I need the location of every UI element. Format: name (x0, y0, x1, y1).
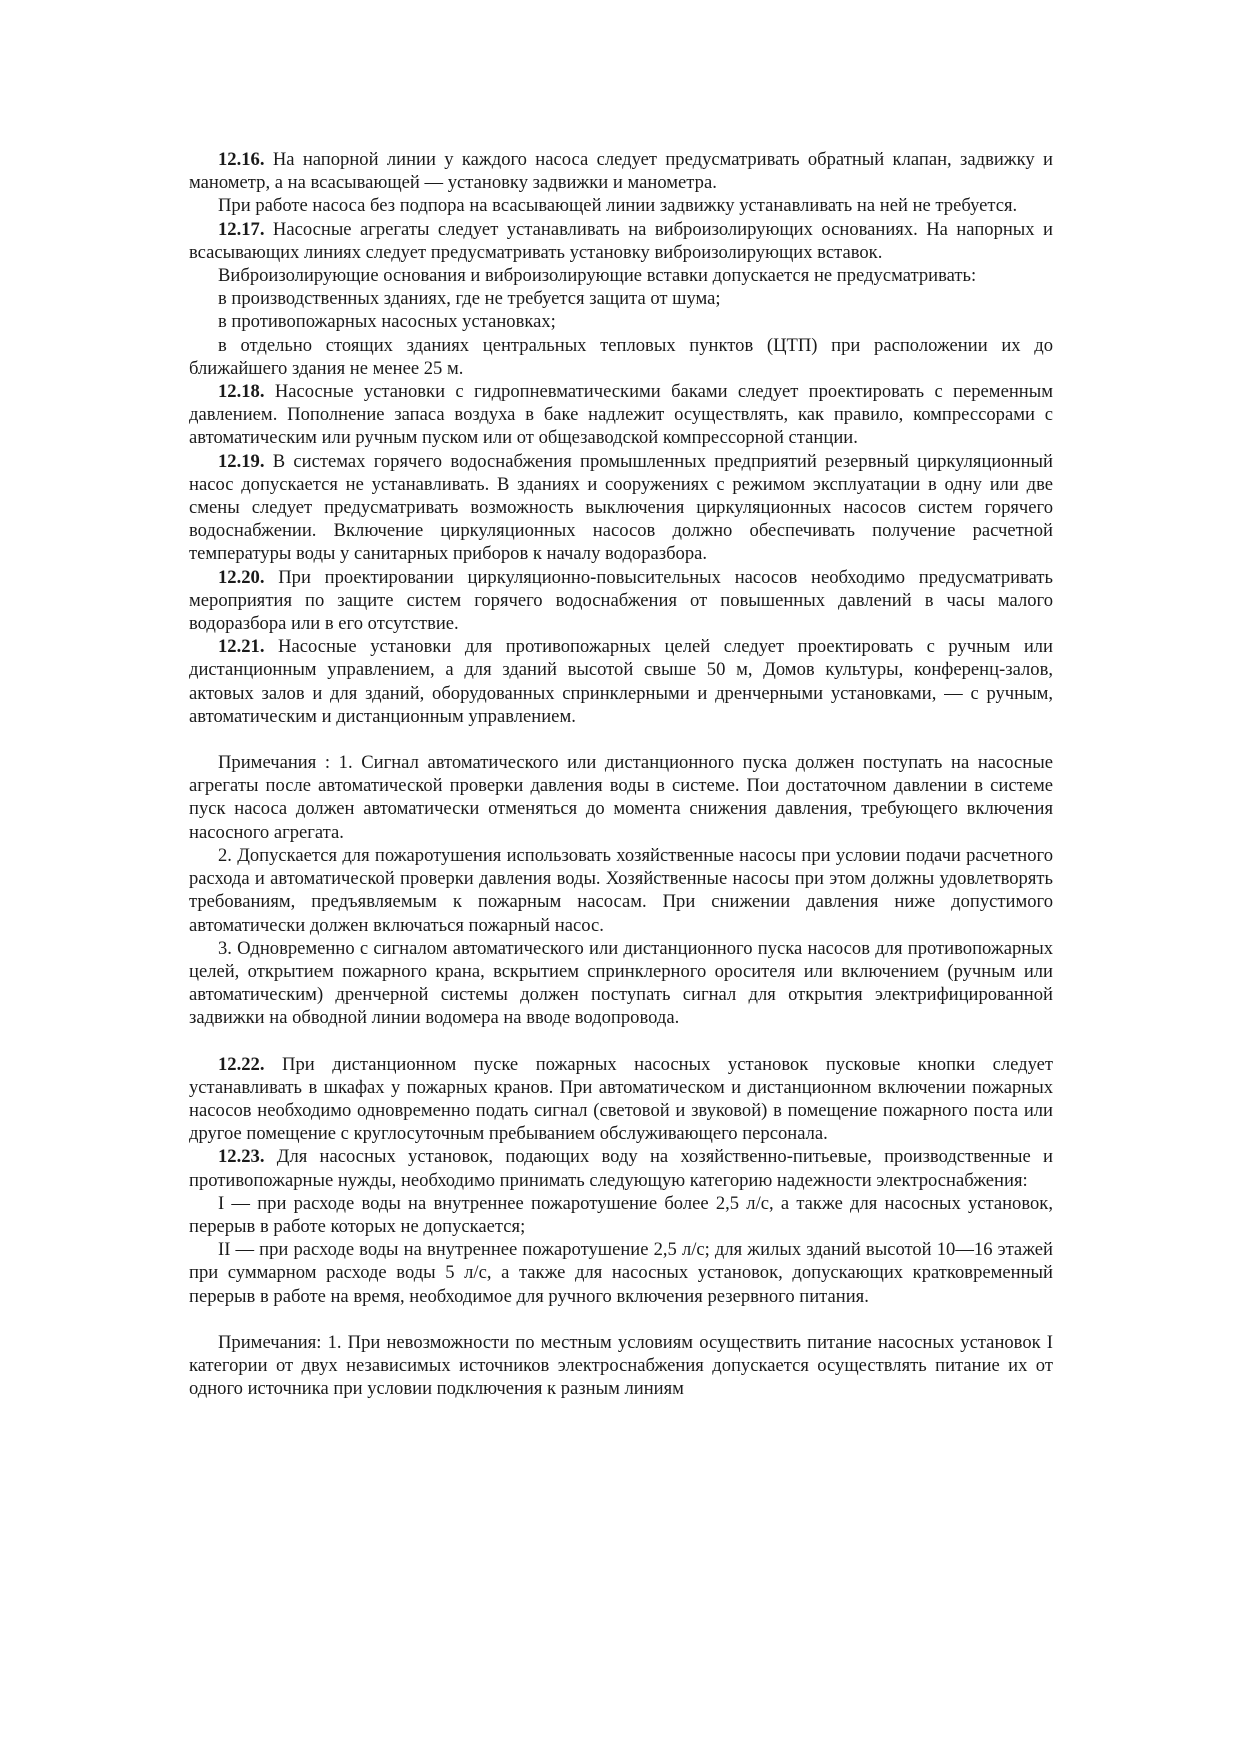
paragraph-text: Насосные агрегаты следует устанавливать на виброизолирующих основаниях. На напорных и всасывающих линиях следует предусматривать установку виброизолирующих вставок. (189, 218, 1053, 263)
paragraph-text: в производственных зданиях, где не требуется защита от шума; (218, 288, 721, 310)
paragraph-12-21 (189, 635, 1053, 728)
spacer (189, 1308, 1053, 1331)
paragraph-12-23 (189, 1145, 1053, 1191)
list-item (189, 334, 1053, 380)
clause-number: 12.17. (218, 218, 265, 240)
paragraph-12-22 (189, 1053, 1053, 1146)
paragraph-text: Насосные установки с гидропневматическими баками следует проектировать с переменным давлением. Пополнение запаса воздуха в баке надлежит осуществлять, как правило, компрессорами с автоматическим или ручным пуском или от общезаводской компрессорной станции. (189, 381, 1053, 449)
paragraph-12-20 (189, 566, 1053, 636)
list-item (189, 310, 1053, 333)
clause-number: 12.22. (218, 1053, 265, 1075)
note-text: 2. Допускается для пожаротушения использовать хозяйственные насосы при условии подачи расчетного расхода и автоматической проверки давления воды. Хозяйственные насосы при этом должны удовлетворять требованиям, предъявляемым к пожарным насосам. При снижении давления ниже допустимого автоматически должен включаться пожарный насос. (189, 844, 1053, 936)
paragraph-text: в противопожарных насосных установках; (218, 311, 556, 333)
paragraph (189, 264, 1053, 287)
note-paragraph (189, 844, 1053, 937)
clause-number: 12.16. (218, 149, 265, 170)
note-text: Примечания: 1. При невозможности по местным условиям осуществить питание насосных установок I категории от двух независимых источников электроснабжения допускается осуществлять питание их от одного источника при условии подключения к разным линиям (189, 1331, 1053, 1400)
paragraph-12-17 (189, 218, 1053, 264)
spacer (189, 1030, 1053, 1053)
clause-number: 12.23. (218, 1146, 265, 1168)
note-text: 3. Одновременно с сигналом автоматического или дистанционного пуска насосов для противопожарных целей, открытием пожарного крана, вскрытием спринклерного оросителя или включением (ручным или автоматическим) дренчерной системы должен поступать сигнал для открытия электрифицированной задвижки на обводной линии водомера на вводе водопровода. (189, 937, 1053, 1029)
paragraph-text: II — при расходе воды на внутреннее пожаротушение 2,5 л/с; для жилых зданий высотой 10—16 этажей при суммарном расходе воды 5 л/с, а также для насосных установок, допускающих кратковременный перерыв в работе на время, необходимое для ручного включения резервного питания. (189, 1239, 1053, 1307)
clause-number: 12.21. (218, 636, 265, 658)
paragraph-text: Насосные установки для противопожарных целей следует проектировать с ручным или дистанционным управлением, а для зданий высотой свыше 50 м, Домов культуры, конференц-залов, актовых залов и для зданий, оборудованных спринклерными и дренчерными установками, — с ручным, автоматическим и дистанционным управлением. (189, 636, 1053, 727)
paragraph-text: При работе насоса без подпора на всасывающей линии задвижку устанавливать на ней не требуется. (218, 195, 1018, 217)
note-paragraph (189, 937, 1053, 1030)
clause-number: 12.19. (218, 450, 265, 472)
paragraph-text: в отдельно стоящих зданиях центральных тепловых пунктов (ЦТП) при расположении их до ближайшего здания не менее 25 м. (189, 334, 1053, 379)
list-item (189, 1238, 1053, 1308)
note-paragraph (189, 1331, 1053, 1401)
paragraph-text: При дистанционном пуске пожарных насосных установок пусковые кнопки следует устанавливать в шкафах у пожарных кранов. При автоматическом и дистанционном включении пожарных насосов необходимо одновременно подать сигнал (световой и звуковой) в помещение пожарного поста или другое помещение с круглосуточным пребыванием обслуживающего персонала. (189, 1053, 1053, 1145)
document-page (189, 148, 1053, 1400)
note-text: Примечания : 1. Сигнал автоматического или дистанционного пуска должен поступать на насосные агрегаты после автоматической проверки давления воды в системе. Пои достаточном давлении в системе пуск насоса должен автоматически отменяться до момента снижения давления, требующего включения насосного агрегата. (189, 752, 1053, 843)
paragraph-12-16 (189, 148, 1053, 194)
clause-number: 12.20. (218, 566, 265, 588)
note-paragraph (189, 751, 1053, 844)
clause-number: 12.18. (218, 381, 265, 403)
paragraph-text: I — при расходе воды на внутреннее пожаротушение более 2,5 л/с, а также для насосных установок, перерыв в работе которых не допускается; (189, 1192, 1053, 1237)
paragraph-text: При проектировании циркуляционно-повысительных насосов необходимо предусматривать мероприятия по защите систем горячего водоснабжения от повышенных давлений в часы малого водоразбора или в его отсутствие. (189, 566, 1053, 635)
paragraph-text: На напорной линии у каждого насоса следует предусматривать обратный клапан, задвижку и манометр, а на всасывающей — установку задвижки и манометра. (189, 149, 1053, 194)
paragraph-text: Для насосных установок, подающих воду на хозяйственно-питьевые, производственные и противопожарные нужды, необходимо принимать следующую категорию надежности электроснабжения: (189, 1146, 1053, 1191)
paragraph (189, 194, 1053, 217)
paragraph-text: Виброизолирующие основания и виброизолирующие вставки допускается не предусматривать: (218, 265, 977, 287)
paragraph-text: В системах горячего водоснабжения промышленных предприятий резервный циркуляционный насос допускается не устанавливать. В зданиях и сооружениях с режимом эксплуатации в одну или две смены следует предусматривать возможность выключения циркуляционных насосов систем горячего водоснабжении. Включение циркуляционных насосов должно обеспечивать получение расчетной температуры воды у санитарных приборов к началу водоразбора. (189, 450, 1053, 565)
spacer (189, 728, 1053, 751)
paragraph-12-19 (189, 450, 1053, 566)
list-item (189, 287, 1053, 310)
paragraph-12-18 (189, 380, 1053, 450)
list-item (189, 1192, 1053, 1238)
